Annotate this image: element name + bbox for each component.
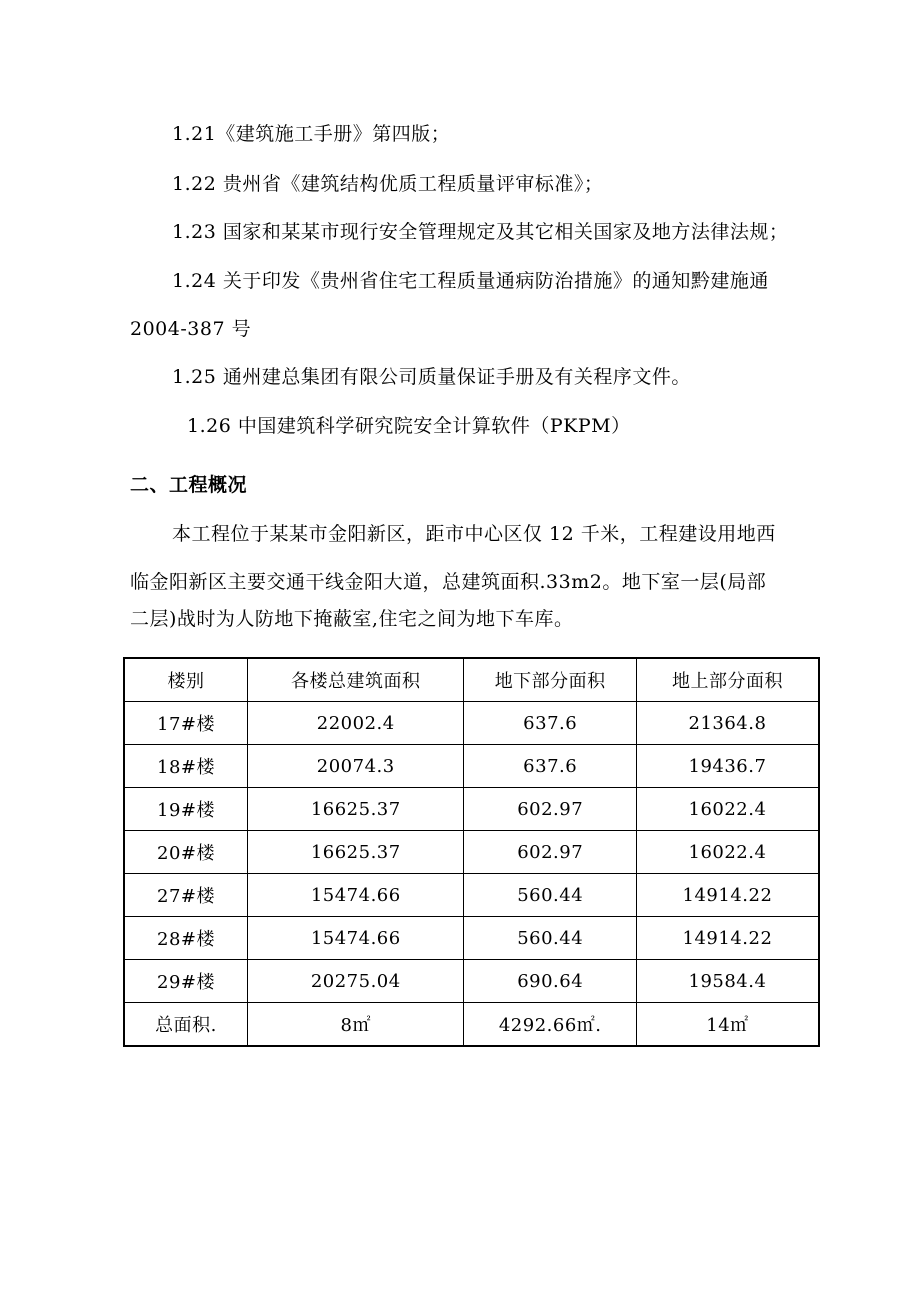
table-row [124, 788, 819, 831]
cell-building: 28#楼 [124, 917, 248, 960]
reference-1-22: 1.22 贵州省《建筑结构优质工程质量评审标准》； [172, 173, 604, 195]
total-underground-area: 4292.66㎡. [464, 1003, 637, 1047]
cell-aboveground-area: 21364.8 [636, 702, 819, 745]
reference-1-23: 1.23 国家和某某市现行安全管理规定及其它相关国家及地方法律法规； [172, 221, 789, 243]
cell-total-area: 16625.37 [248, 831, 464, 874]
header-total-area: 各楼总建筑面积 [248, 658, 464, 702]
cell-building: 29#楼 [124, 960, 248, 1003]
section-title: 二、工程概况 [130, 474, 248, 496]
cell-underground-area: 602.97 [464, 831, 637, 874]
header-aboveground-area: 地上部分面积 [636, 658, 819, 702]
building-area-table [123, 657, 820, 1047]
reference-1-26: 1.26 中国建筑科学研究院安全计算软件（PKPM） [187, 415, 631, 437]
table-header-row [124, 658, 819, 702]
reference-1-24: 1.24 关于印发《贵州省住宅工程质量通病防治措施》的通知黔建施通 [172, 270, 769, 292]
cell-aboveground-area: 14914.22 [636, 874, 819, 917]
cell-total-area: 16625.37 [248, 788, 464, 831]
cell-aboveground-area: 19584.4 [636, 960, 819, 1003]
cell-total-area: 20275.04 [248, 960, 464, 1003]
reference-1-21: 1.21《建筑施工手册》第四版； [172, 123, 451, 145]
cell-total-area: 20074.3 [248, 745, 464, 788]
overview-paragraph-line-1: 本工程位于某某市金阳新区，距市中心区仅 12 千米，工程建设用地西 [172, 523, 776, 545]
cell-total-area: 22002.4 [248, 702, 464, 745]
cell-aboveground-area: 16022.4 [636, 831, 819, 874]
cell-aboveground-area: 16022.4 [636, 788, 819, 831]
cell-underground-area: 560.44 [464, 917, 637, 960]
cell-building: 27#楼 [124, 874, 248, 917]
cell-building: 18#楼 [124, 745, 248, 788]
cell-building: 17#楼 [124, 702, 248, 745]
cell-underground-area: 637.6 [464, 702, 637, 745]
table-row [124, 960, 819, 1003]
header-building: 楼别 [124, 658, 248, 702]
reference-1-25: 1.25 通州建总集团有限公司质量保证手册及有关程序文件。 [172, 366, 691, 388]
cell-underground-area: 690.64 [464, 960, 637, 1003]
total-building-area: 8㎡ [248, 1003, 464, 1047]
table-total-row [124, 1003, 819, 1047]
reference-1-24-continued: 2004-387 号 [130, 318, 252, 340]
cell-aboveground-area: 14914.22 [636, 917, 819, 960]
overview-paragraph-line-3: 二层)战时为人防地下掩蔽室,住宅之间为地下车库。 [130, 608, 574, 630]
table-row [124, 917, 819, 960]
table-row [124, 831, 819, 874]
table-row [124, 702, 819, 745]
overview-paragraph-line-2: 临金阳新区主要交通干线金阳大道，总建筑面积.33m2。地下室一层(局部 [130, 571, 767, 593]
header-underground-area: 地下部分面积 [464, 658, 637, 702]
table-row [124, 874, 819, 917]
cell-building: 19#楼 [124, 788, 248, 831]
cell-underground-area: 602.97 [464, 788, 637, 831]
cell-total-area: 15474.66 [248, 874, 464, 917]
cell-aboveground-area: 19436.7 [636, 745, 819, 788]
cell-underground-area: 637.6 [464, 745, 637, 788]
table-row [124, 745, 819, 788]
cell-building: 20#楼 [124, 831, 248, 874]
total-aboveground-area: 14㎡ [636, 1003, 819, 1047]
total-label: 总面积. [124, 1003, 248, 1047]
cell-total-area: 15474.66 [248, 917, 464, 960]
cell-underground-area: 560.44 [464, 874, 637, 917]
